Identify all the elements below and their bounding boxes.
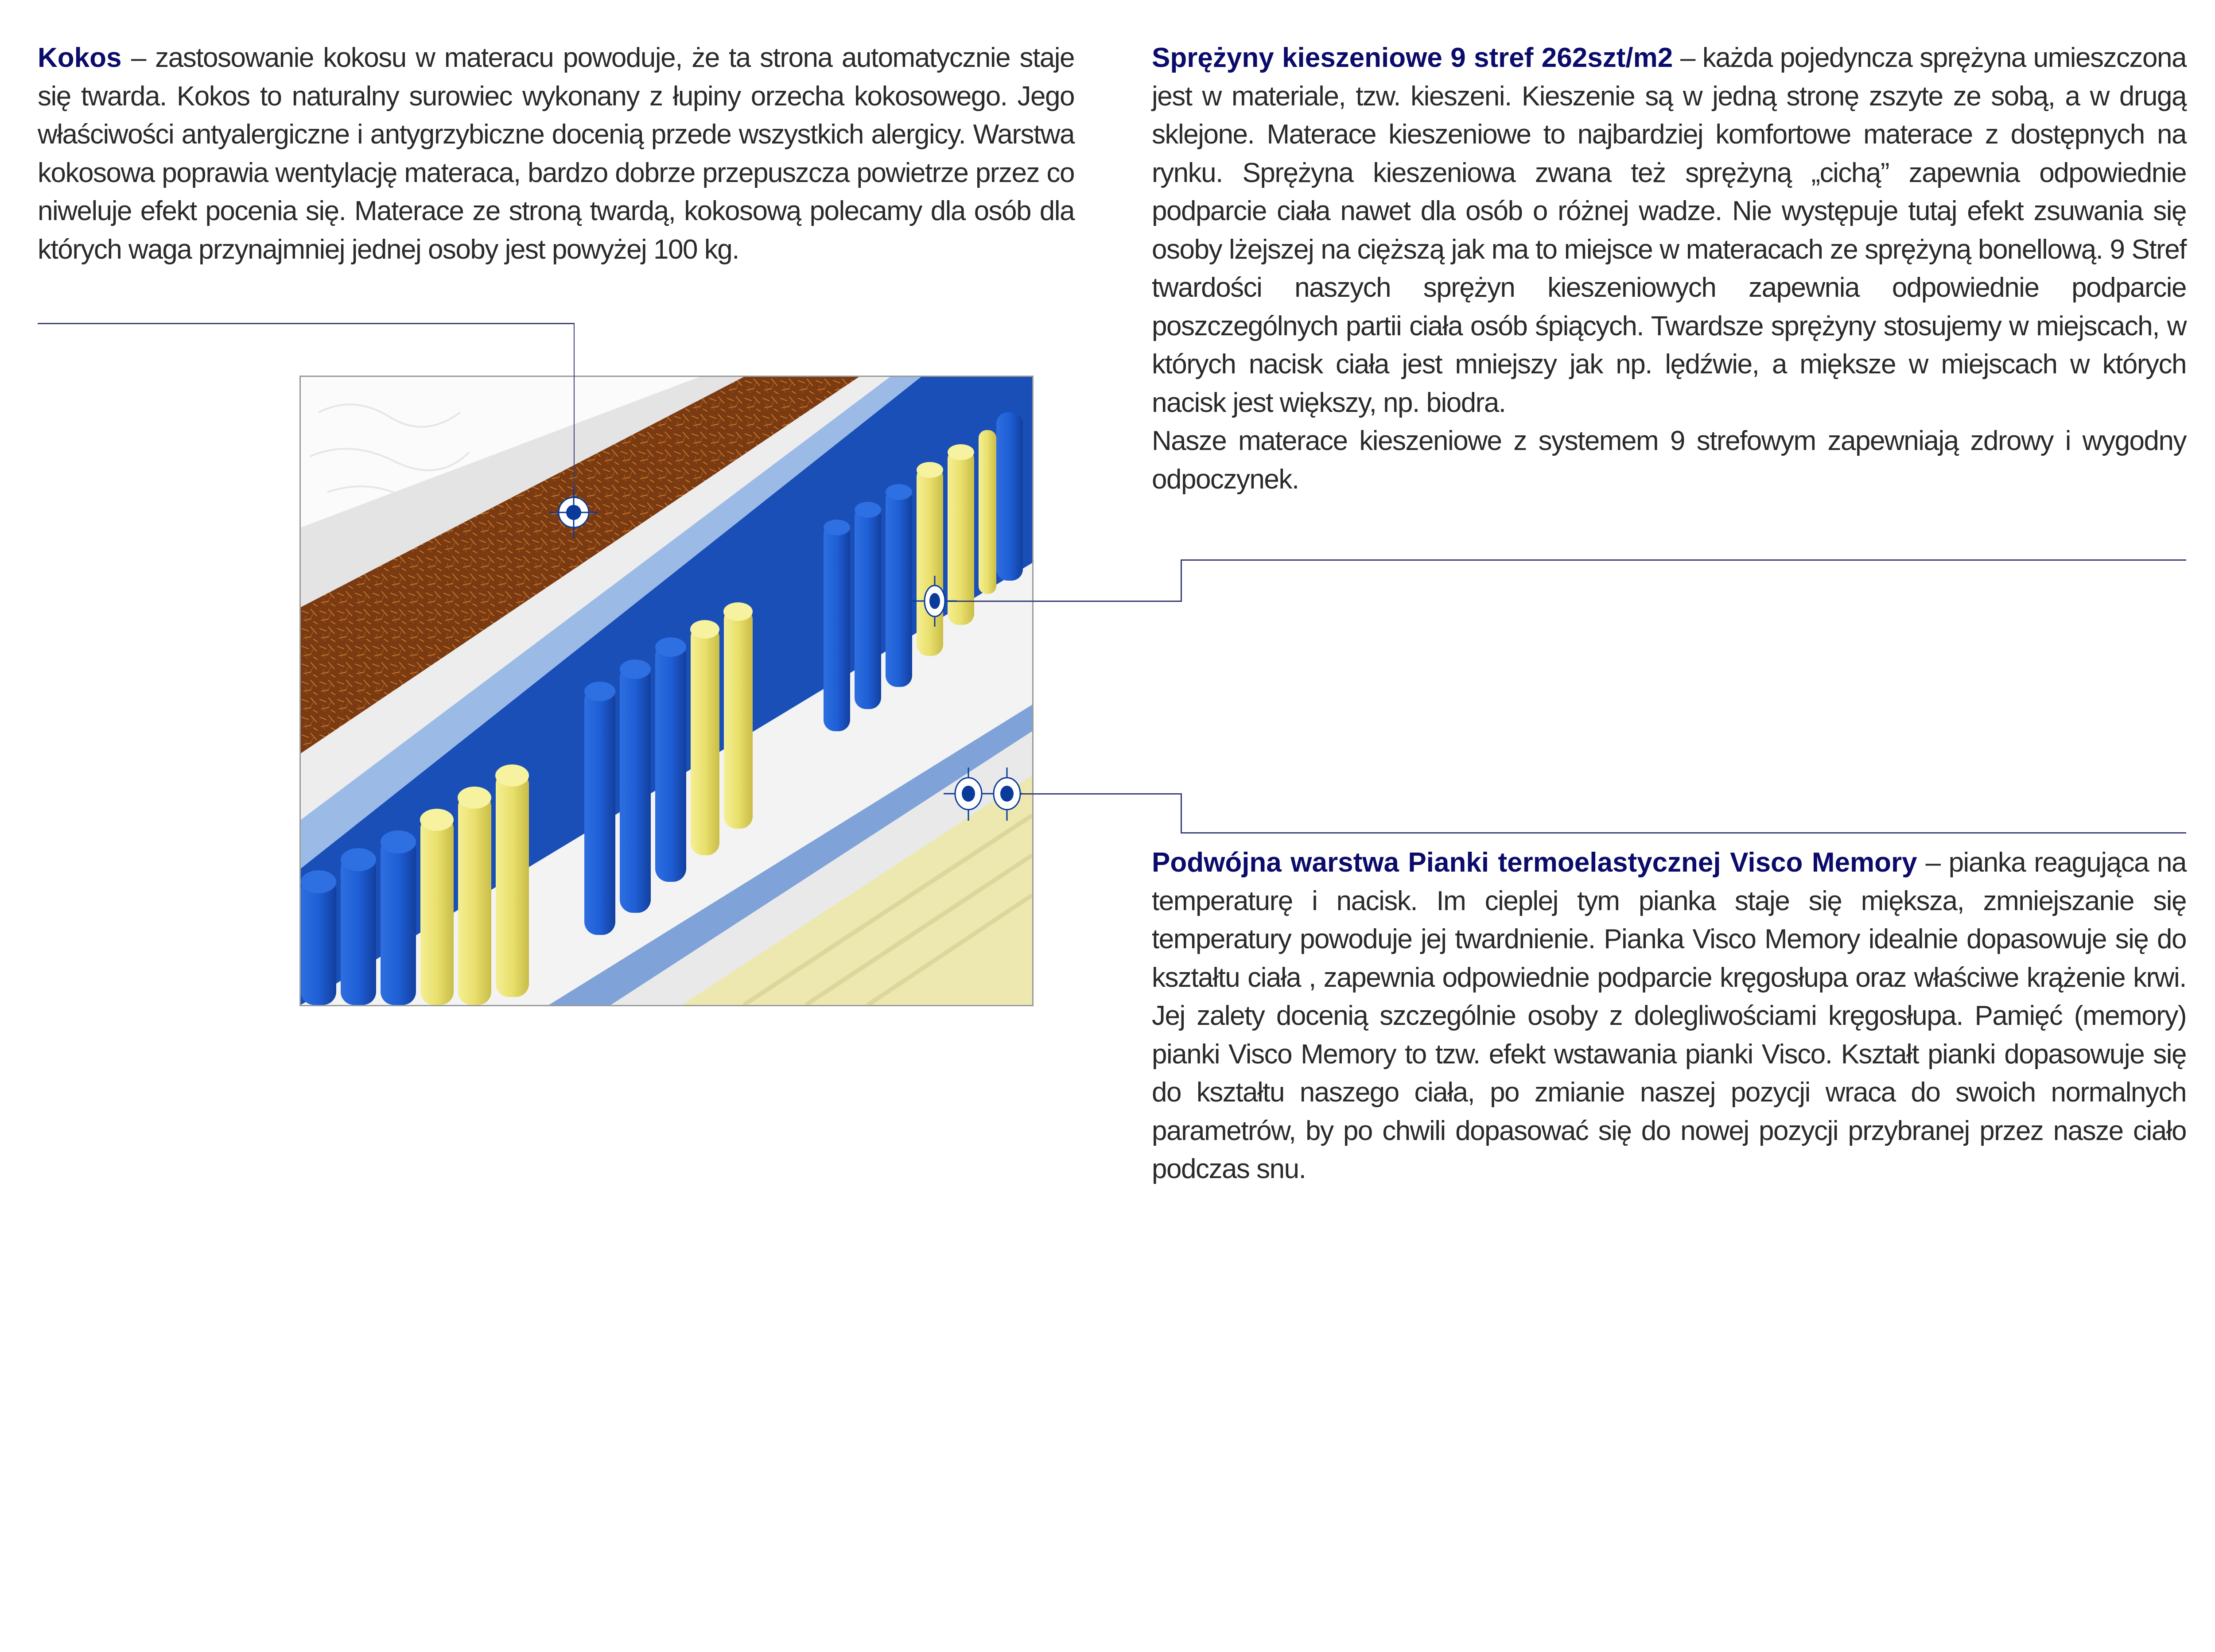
visco-leader-line-h2 [1181,832,2186,834]
kokos-description [38,39,1074,269]
visco-description [1152,844,2186,1189]
springs-heading: Sprężyny kieszeniowe 9 stref 262szt/m2 [1152,43,1673,73]
mattress-illustration [301,377,1032,1005]
kokos-leader-line-v [574,323,575,500]
target-marker-icon [944,768,983,821]
springs-leader-line-v [1181,560,1182,602]
springs-body: – każda pojedyncza sprężyna umieszczona jest w materiale, tzw. kieszeni. Kieszenie są w jedną stronę zszyte ze sobą, a w drugą sklejone. Materace kieszeniowe to najbardziej komfortowe materace z dostępnych na rynku. Sprężyna kieszeniowa zwana też sprężyną „cichą” zapewnia odpowiednie podparcie ciała nawet dla osób o różnej wadze. Nie występuje tutaj efekt zsuwania się osoby lżejszej na cięższą jak ma to miejsce w materacach ze sprężyną bonellową. 9 Stref twardości naszych sprężyn kieszeniowych zapewnia odpowiednie podparcie poszczególnych partii ciała osób śpiących. Twardsze sprężyny stosujemy w miejscach, w których nacisk ciała jest mniejszy jak np. lędźwie, a miększe w miejscach w których nacisk jest większy, np. biodra. [1152,43,2186,418]
mattress-cross-section-image [299,376,1034,1006]
springs-description [1152,39,2186,499]
target-marker-icon [549,487,598,538]
visco-heading: Podwójna warstwa Pianki termoelastycznej Visco Memory [1152,847,1917,878]
visco-leader-line-h1 [1020,793,1181,795]
kokos-leader-line-h [38,323,575,324]
springs-leader-line-h2 [1181,559,2186,561]
kokos-heading: Kokos [38,43,122,73]
kokos-body: – zastosowanie kokosu w materacu powoduje, że ta strona automatycznie staje się twarda. Kokos to naturalny surowiec wykonany z łupiny orzecha kokosowego. Jego właściwości antyalergiczne i antygrzybiczne docenią przede wszystkich alergicy. Warstwa kokosowa poprawia wentylację materaca, bardzo dobrze przepuszcza powietrze przez co niweluje efekt pocenia się. Materace ze stroną twardą, kokosową polecamy dla osób dla których waga przynajmniej jednej osoby jest powyżej 100 kg. [38,43,1074,265]
target-marker-icon [913,576,957,627]
springs-summary: Nasze materace kieszeniowe z systemem 9 strefowym zapewniają zdrowy i wygodny odpoczynek. [1152,426,2186,495]
visco-leader-line-v [1181,793,1182,833]
target-marker-icon [983,768,1022,821]
springs-leader-line-h1 [948,601,1181,602]
visco-body: – pianka reagująca na temperaturę i nacisk. Im cieplej tym pianka staje się miększa, zmniejszanie się temperatury powoduje jej twardnienie. Pianka Visco Memory idealnie dopasowuje się do kształtu ciała , zapewnia odpowiednie podparcie kręgosłupa oraz właściwe krążenie krwi. Jej zalety docenią szczególnie osoby z dolegliwościami kręgosłupa. Pamięć (memory) pianki Visco Memory to tzw. efekt wstawania pianki Visco. Kształt pianki dopasowuje się do kształtu naszego ciała, po zmianie naszej pozycji wraca do swoich normalnych parametrów, by po chwili dopasować się do nowej pozycji przybranej przez nasze ciało podczas snu. [1152,847,2186,1184]
